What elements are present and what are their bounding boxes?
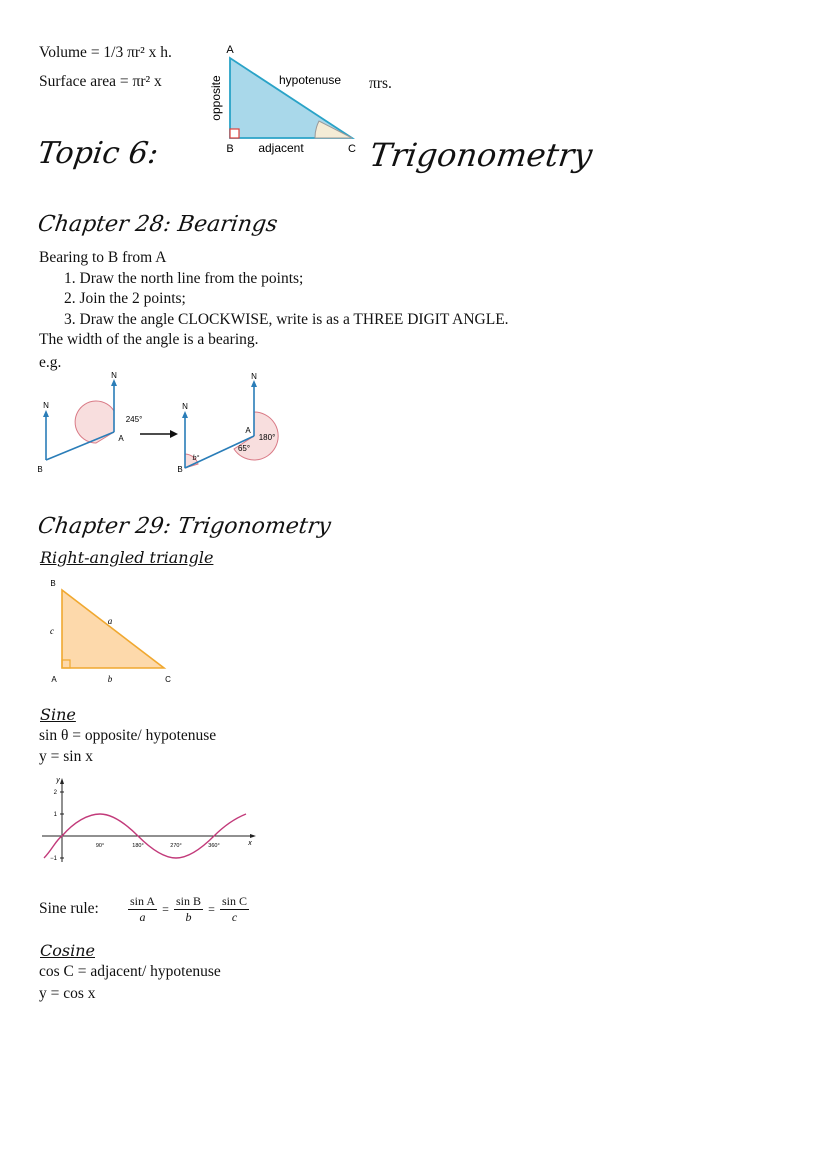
point-b-label-2: B: [177, 465, 183, 474]
hypotenuse-label: hypotenuse: [278, 73, 342, 87]
fraction-b-den: b: [185, 910, 192, 924]
sine-rule-label: Sine rule:: [39, 900, 99, 917]
fraction-c-den: c: [231, 910, 238, 924]
fraction-b: [174, 894, 203, 925]
angle-theta-marker: [315, 121, 352, 138]
fraction-c-num: sin C: [221, 894, 247, 908]
fraction-a-num: sin A: [130, 894, 156, 908]
bearing-figure-left: [37, 371, 142, 474]
bearing-intro: Bearing to B from A: [39, 249, 167, 266]
adjacent-label: adjacent: [258, 141, 304, 155]
transform-arrow-icon: [140, 430, 178, 438]
point-b-label-1: B: [37, 465, 43, 474]
topic-label: Topic 6:: [35, 136, 161, 171]
sine-rule-formula: [128, 894, 249, 925]
sine-heading: Sine: [40, 705, 76, 724]
angle-65-label: 65°: [237, 444, 251, 453]
north-label-b2: N: [182, 402, 188, 411]
north-label-a1: N: [111, 371, 117, 380]
cosine-equation: y = cos x: [39, 985, 96, 1002]
vertex-a-label: A: [226, 44, 234, 56]
right-angle-marker: [230, 129, 239, 138]
opposite-label: opposite: [209, 75, 223, 121]
sine-equation: y = sin x: [39, 748, 93, 765]
equals-2: =: [208, 902, 215, 916]
vertex-c-label: C: [348, 143, 356, 155]
chapter29-title: Chapter 29: Trigonometry: [36, 514, 333, 539]
chapter28-title: Chapter 28: Bearings: [36, 212, 280, 237]
fraction-b-num: sin B: [175, 894, 201, 908]
vertex-C-label: C: [165, 675, 171, 684]
y-tick-1: 1: [53, 812, 57, 818]
x-tick-180: 180°: [132, 843, 144, 849]
fraction-a-den: a: [139, 910, 146, 924]
bearing-step-3: 3. Draw the angle CLOCKWISE, write is as a THREE DIGIT ANGLE.: [64, 311, 509, 328]
fraction-a: [128, 894, 157, 925]
angle-245-label: 245°: [125, 415, 143, 424]
triangle-shape: [230, 58, 352, 138]
x-tick-270: 270°: [170, 843, 182, 849]
north-label-a2: N: [251, 372, 257, 381]
angle-180-label: 180°: [258, 433, 276, 442]
bearing-figure-right: [177, 372, 278, 474]
bearing-step-1: 1. Draw the north line from the points;: [64, 270, 304, 287]
north-label-b1: N: [43, 401, 49, 410]
point-a-label-2: A: [245, 426, 251, 435]
point-a-label-1: A: [118, 434, 124, 443]
equals-1: =: [162, 902, 169, 916]
y-axis-label: y: [56, 777, 60, 784]
right-angled-triangle-heading: Right-angled triangle: [40, 548, 214, 567]
y-tick-2: 2: [53, 790, 57, 796]
labelled-triangle-diagram: [40, 576, 190, 686]
y-tick-minus1: −1: [50, 856, 57, 862]
fraction-c: [220, 894, 249, 925]
x-tick-90: 90°: [95, 843, 105, 849]
cosine-definition: cos C = adjacent/ hypotenuse: [39, 963, 221, 980]
surface-area-tail: πrs.: [369, 75, 392, 92]
x-axis-label: x: [248, 840, 252, 847]
bearing-step-2: 2. Join the 2 points;: [64, 290, 186, 307]
vertex-b-label: B: [226, 143, 234, 155]
right-triangle-diagram: [200, 40, 370, 160]
x-tick-360: 360°: [208, 843, 220, 849]
surface-area-formula: Surface area = πr² x: [39, 73, 162, 90]
side-c-label: c: [50, 626, 54, 636]
topic-title: Trigonometry: [367, 136, 595, 174]
side-a-label: a: [107, 616, 113, 626]
cosine-heading: Cosine: [40, 941, 95, 960]
vertex-B-label: B: [50, 579, 56, 588]
angle-b-label: b°: [192, 455, 200, 462]
bearing-width-note: The width of the angle is a bearing.: [39, 331, 259, 348]
example-label: e.g.: [39, 354, 62, 371]
vertex-A-label: A: [51, 675, 57, 684]
side-b-label: b: [107, 674, 113, 684]
sine-definition: sin θ = opposite/ hypotenuse: [39, 727, 217, 744]
bearings-diagram: [34, 370, 294, 480]
sine-graph: [40, 770, 260, 870]
volume-formula: Volume = 1/3 πr² x h.: [39, 44, 172, 61]
